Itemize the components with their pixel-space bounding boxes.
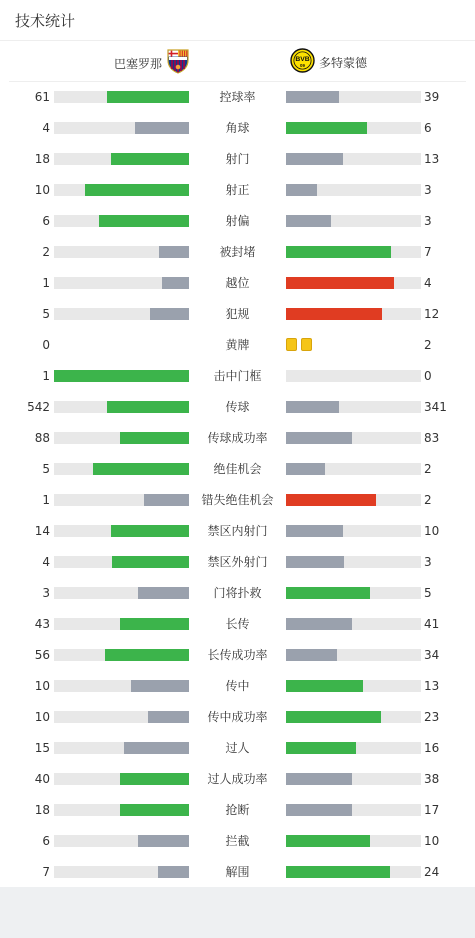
yellow-card-icon <box>301 338 312 351</box>
away-value: 83 <box>424 431 440 445</box>
borussia-dortmund-crest-icon <box>290 48 315 77</box>
home-bar-track <box>54 184 189 196</box>
home-bar-track <box>54 711 189 723</box>
away-value: 17 <box>424 803 440 817</box>
stat-label: 射偏 <box>225 214 250 228</box>
away-bar-fill <box>286 277 394 289</box>
home-bar-fill <box>111 525 189 537</box>
stat-label: 禁区内射门 <box>207 524 268 538</box>
stat-row-big-chances <box>0 454 475 485</box>
home-value: 10 <box>34 710 50 724</box>
away-value: 3 <box>424 183 432 197</box>
away-bar-fill <box>286 773 352 785</box>
home-bar-fill <box>124 742 189 754</box>
away-value: 2 <box>424 338 432 352</box>
home-value: 1 <box>42 493 50 507</box>
home-team[interactable] <box>114 48 190 78</box>
stat-label: 越位 <box>225 276 250 290</box>
stat-label: 过人 <box>225 741 250 755</box>
away-bar-fill <box>286 804 352 816</box>
away-value: 12 <box>424 307 440 321</box>
away-bar-track <box>286 277 421 289</box>
stat-row-interceptions <box>0 826 475 857</box>
stat-label: 长传成功率 <box>207 648 268 662</box>
stat-row-dribble-success <box>0 764 475 795</box>
stat-label: 传中成功率 <box>207 710 268 724</box>
home-value: 10 <box>34 183 50 197</box>
home-value: 5 <box>42 307 50 321</box>
stat-row-pass-accuracy <box>0 423 475 454</box>
home-value: 18 <box>34 803 50 817</box>
home-value: 88 <box>34 431 50 445</box>
home-bar-track <box>54 773 189 785</box>
stat-label: 控球率 <box>219 90 256 104</box>
stat-row-shots-on-target <box>0 175 475 206</box>
away-bar-fill <box>286 153 343 165</box>
away-bar-fill <box>286 91 339 103</box>
home-value: 4 <box>42 121 50 135</box>
away-value: 3 <box>424 555 432 569</box>
stat-label: 犯规 <box>225 307 250 321</box>
home-bar-track <box>54 153 189 165</box>
home-bar-fill <box>138 587 189 599</box>
away-bar-fill <box>286 494 376 506</box>
stat-row-tackles <box>0 795 475 826</box>
away-value: 2 <box>424 493 432 507</box>
stat-row-shots-inside-box <box>0 516 475 547</box>
away-team[interactable] <box>290 48 367 77</box>
away-value: 4 <box>424 276 432 290</box>
away-bar-track <box>286 401 421 413</box>
away-bar-track <box>286 215 421 227</box>
stat-label: 解围 <box>225 865 250 879</box>
away-bar-fill <box>286 308 382 320</box>
home-bar-fill <box>131 680 189 692</box>
away-bar-track <box>286 494 421 506</box>
stats-list <box>0 82 475 888</box>
away-bar-track <box>286 649 421 661</box>
stat-row-shots <box>0 144 475 175</box>
away-bar-fill <box>286 680 363 692</box>
fc-barcelona-crest-icon <box>166 48 190 78</box>
yellow-card-icon <box>286 338 297 351</box>
away-bar-fill <box>286 649 337 661</box>
away-yellow-cards <box>286 338 312 351</box>
away-value: 5 <box>424 586 432 600</box>
home-bar-track <box>54 122 189 134</box>
stat-row-fouls <box>0 299 475 330</box>
home-bar-fill <box>120 618 189 630</box>
home-bar-track <box>54 432 189 444</box>
home-bar-fill <box>111 153 189 165</box>
away-bar-track <box>286 370 421 382</box>
home-bar-track <box>54 742 189 754</box>
away-bar-track <box>286 804 421 816</box>
home-bar-track <box>54 308 189 320</box>
stat-row-possession <box>0 82 475 113</box>
stat-label: 射门 <box>225 152 250 166</box>
stat-label: 击中门框 <box>213 369 262 383</box>
stat-label: 黄牌 <box>225 338 250 352</box>
home-bar-fill <box>54 370 189 382</box>
stat-label: 禁区外射门 <box>207 555 268 569</box>
stat-row-crosses <box>0 671 475 702</box>
home-bar-track <box>54 835 189 847</box>
away-bar-fill <box>286 711 381 723</box>
stat-row-saves <box>0 578 475 609</box>
home-bar-fill <box>107 91 189 103</box>
home-value: 40 <box>34 772 50 786</box>
away-value: 10 <box>424 524 440 538</box>
home-bar-track <box>54 804 189 816</box>
stat-row-big-chances-missed <box>0 485 475 516</box>
away-bar-track <box>286 246 421 258</box>
home-bar-fill <box>85 184 189 196</box>
home-value: 10 <box>34 679 50 693</box>
away-bar-fill <box>286 587 370 599</box>
stat-row-cross-accuracy <box>0 702 475 733</box>
stat-row-dribbles <box>0 733 475 764</box>
stat-row-blocked-shots <box>0 237 475 268</box>
svg-text:BVB: BVB <box>295 56 310 63</box>
stat-label: 传球 <box>225 400 250 414</box>
away-value: 341 <box>424 400 447 414</box>
away-value: 34 <box>424 648 440 662</box>
away-value: 38 <box>424 772 440 786</box>
home-value: 6 <box>42 214 50 228</box>
away-bar-fill <box>286 122 367 134</box>
stat-label: 过人成功率 <box>207 772 268 786</box>
home-bar-fill <box>105 649 189 661</box>
away-bar-track <box>286 680 421 692</box>
home-bar-track <box>54 91 189 103</box>
home-value: 1 <box>42 369 50 383</box>
away-bar-track <box>286 432 421 444</box>
home-bar-fill <box>93 463 189 475</box>
away-bar-track <box>286 556 421 568</box>
home-bar-track <box>54 618 189 630</box>
away-bar-fill <box>286 246 391 258</box>
home-value: 56 <box>34 648 50 662</box>
home-value: 43 <box>34 617 50 631</box>
away-bar-track <box>286 742 421 754</box>
away-bar-track <box>286 91 421 103</box>
home-bar-track <box>54 587 189 599</box>
stat-label: 角球 <box>225 121 250 135</box>
stat-label: 门将扑救 <box>213 586 262 600</box>
away-value: 0 <box>424 369 432 383</box>
away-bar-track <box>286 308 421 320</box>
away-bar-track <box>286 835 421 847</box>
home-value: 5 <box>42 462 50 476</box>
home-bar-fill <box>120 773 189 785</box>
stat-label: 错失绝佳机会 <box>201 493 274 507</box>
home-value: 7 <box>42 865 50 879</box>
stat-row-shots-outside-box <box>0 547 475 578</box>
home-value: 61 <box>34 90 50 104</box>
home-value: 3 <box>42 586 50 600</box>
home-bar-fill <box>162 277 189 289</box>
home-value: 18 <box>34 152 50 166</box>
stat-label: 传中 <box>225 679 250 693</box>
away-bar-track <box>286 525 421 537</box>
stat-label: 绝佳机会 <box>213 462 262 476</box>
home-bar-fill <box>138 835 189 847</box>
home-bar-track <box>54 370 189 382</box>
away-bar-track <box>286 184 421 196</box>
away-value: 39 <box>424 90 440 104</box>
home-team-name: 巴塞罗那 <box>113 56 162 71</box>
away-team-name: 多特蒙德 <box>319 56 368 70</box>
stat-row-passes <box>0 392 475 423</box>
home-bar-fill <box>158 866 189 878</box>
stat-label: 射正 <box>225 183 250 197</box>
away-bar-track <box>286 587 421 599</box>
away-value: 3 <box>424 214 432 228</box>
home-bar-track <box>54 215 189 227</box>
away-value: 10 <box>424 834 440 848</box>
stat-label: 被封堵 <box>219 245 256 259</box>
home-bar-track <box>54 463 189 475</box>
away-bar-fill <box>286 432 352 444</box>
home-bar-track <box>54 494 189 506</box>
away-bar-track <box>286 866 421 878</box>
home-value: 542 <box>27 400 50 414</box>
stat-label: 长传 <box>225 617 250 631</box>
away-value: 41 <box>424 617 440 631</box>
stat-row-long-ball-accuracy <box>0 640 475 671</box>
home-value: 4 <box>42 555 50 569</box>
home-bar-track <box>54 556 189 568</box>
home-bar-fill <box>159 246 189 258</box>
svg-text:09: 09 <box>300 63 305 68</box>
home-value: 2 <box>42 245 50 259</box>
away-bar-fill <box>286 401 339 413</box>
away-bar-track <box>286 153 421 165</box>
home-bar-track <box>54 246 189 258</box>
stat-label: 拦截 <box>225 834 250 848</box>
home-bar-fill <box>135 122 189 134</box>
home-bar-fill <box>120 432 189 444</box>
home-value: 0 <box>42 338 50 352</box>
away-bar-track <box>286 711 421 723</box>
away-bar-fill <box>286 525 343 537</box>
away-value: 23 <box>424 710 440 724</box>
home-bar-track <box>54 866 189 878</box>
stat-row-offsides <box>0 268 475 299</box>
away-bar-fill <box>286 618 352 630</box>
away-bar-fill <box>286 556 344 568</box>
home-bar-fill <box>144 494 189 506</box>
stat-row-woodwork <box>0 361 475 392</box>
away-bar-track <box>286 773 421 785</box>
teams-header <box>0 41 475 81</box>
home-value: 15 <box>34 741 50 755</box>
home-value: 1 <box>42 276 50 290</box>
home-bar-fill <box>150 308 189 320</box>
away-value: 13 <box>424 152 440 166</box>
home-bar-track <box>54 401 189 413</box>
away-bar-fill <box>286 463 325 475</box>
away-bar-fill <box>286 742 356 754</box>
away-value: 7 <box>424 245 432 259</box>
home-bar-track <box>54 680 189 692</box>
away-value: 16 <box>424 741 440 755</box>
stat-row-long-balls <box>0 609 475 640</box>
page-title: 技术统计 <box>15 12 76 30</box>
home-bar-track <box>54 649 189 661</box>
home-value: 6 <box>42 834 50 848</box>
stat-label: 抢断 <box>225 803 250 817</box>
away-bar-track <box>286 618 421 630</box>
home-bar-fill <box>120 804 189 816</box>
away-bar-fill <box>286 835 370 847</box>
away-bar-fill <box>286 866 390 878</box>
away-value: 13 <box>424 679 440 693</box>
home-bar-fill <box>107 401 189 413</box>
stat-row-clearances <box>0 857 475 888</box>
away-value: 6 <box>424 121 432 135</box>
stat-row-corners <box>0 113 475 144</box>
home-value: 14 <box>34 524 50 538</box>
away-bar-fill <box>286 184 317 196</box>
stat-row-yellow-cards <box>0 330 475 361</box>
home-bar-fill <box>148 711 189 723</box>
home-bar-fill <box>112 556 189 568</box>
stat-row-shots-off-target <box>0 206 475 237</box>
away-bar-track <box>286 122 421 134</box>
away-bar-fill <box>286 215 331 227</box>
away-value: 2 <box>424 462 432 476</box>
away-bar-track <box>286 463 421 475</box>
home-bar-track <box>54 277 189 289</box>
away-value: 24 <box>424 865 440 879</box>
home-bar-track <box>54 525 189 537</box>
stat-label: 传球成功率 <box>207 431 268 445</box>
home-bar-fill <box>99 215 189 227</box>
